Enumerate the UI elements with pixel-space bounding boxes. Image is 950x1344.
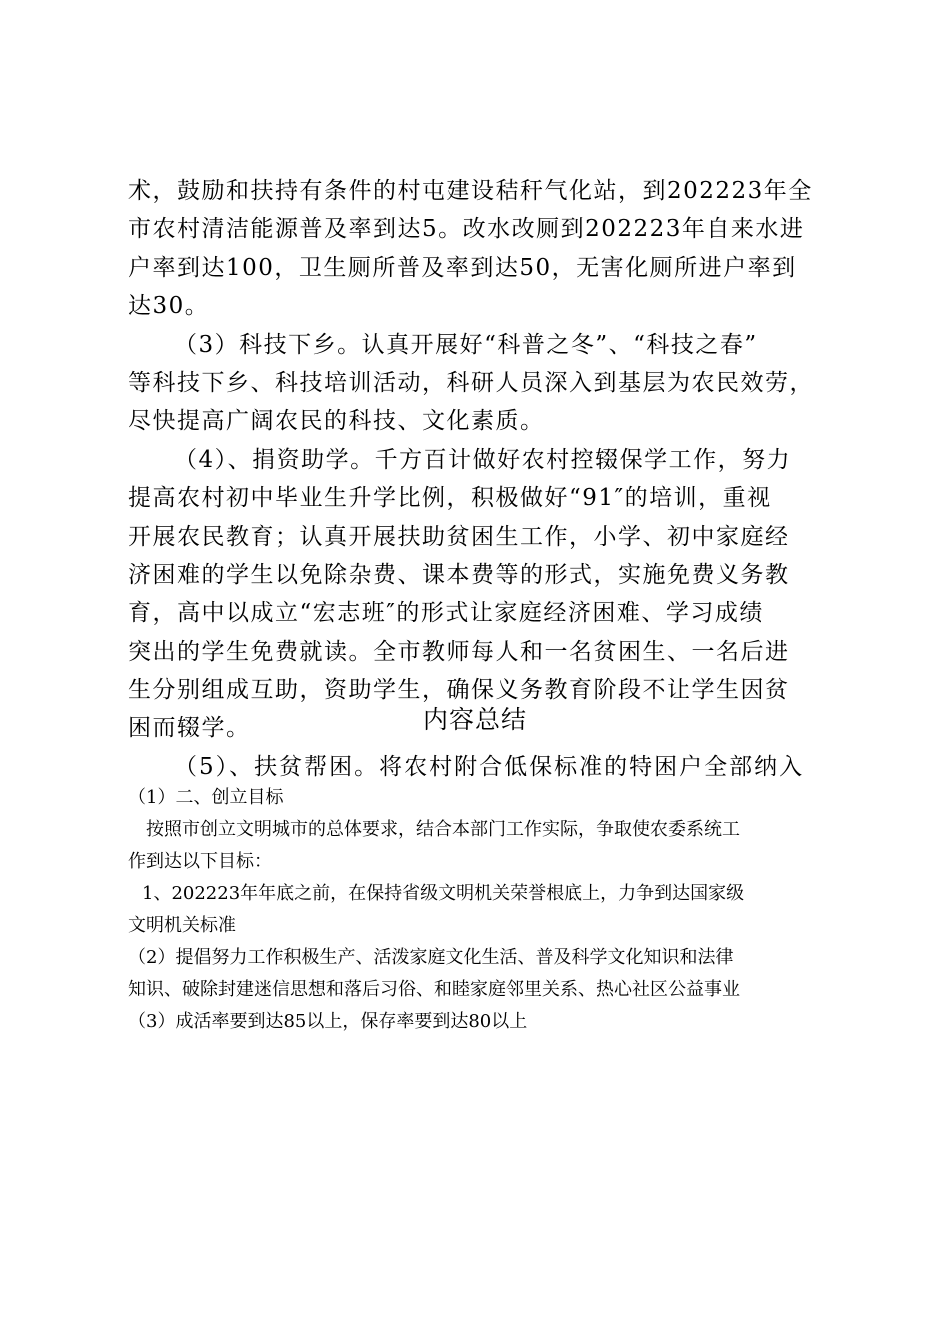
body-line: 育，高中以成立“宏志班″的形式让家庭经济困难、学习成绩: [128, 600, 764, 627]
summary-line: 按照市创立文明城市的总体要求，结合本部门工作实际，争取使农委系统工: [146, 819, 740, 840]
body-line: 提高农村初中毕业生升学比例，积极做好“91″的培训，重视: [128, 485, 772, 512]
body-line: 市农村清洁能源普及率到达5。改水改厕到202223年自来水进: [128, 216, 805, 243]
body-line: 济困难的学生以免除杂费、课本费等的形式，实施免费义务教: [128, 561, 790, 588]
body-line: 尽快提高广阔农民的科技、文化素质。: [128, 408, 545, 435]
body-line: 等科技下乡、科技培训活动，科研人员深入到基层为农民效劳，: [128, 369, 814, 396]
summary-line: （2）提倡努力工作积极生产、活泼家庭文化生活、普及科学文化知识和法律: [128, 947, 734, 968]
body-line: 开展农民教育；认真开展扶助贫困生工作，小学、初中家庭经: [128, 523, 790, 550]
body-line: 术，鼓励和扶持有条件的村屯建设秸秆气化站，到202223年全: [128, 178, 813, 204]
body-line: 生分别组成互助，资助学生，确保义务教育阶段不让学生因贫: [128, 677, 790, 704]
summary-line: （1）二、创立目标: [128, 787, 284, 808]
body-line: 达30。: [128, 293, 210, 320]
body-line: （4）、捐资助学。千方百计做好农村控辍保学工作，努力: [174, 446, 792, 473]
body-text: [128, 172, 828, 786]
summary-line: （3）成活率要到达85以上，保存率要到达80以上: [128, 1011, 528, 1032]
summary-line: 文明机关标准: [128, 915, 236, 936]
body-line: 突出的学生免费就读。全市教师每人和一名贫困生、一名后进: [128, 638, 790, 665]
body-line: （5）、扶贫帮困。将农村附合低保标准的特困户全部纳入: [174, 753, 805, 780]
summary-line: 作到达以下目标：: [128, 851, 272, 872]
summary-title: 内容总结: [422, 705, 527, 734]
body-line: 户率到达100，卫生厕所普及率到达50，无害化厕所进户率到: [128, 254, 797, 281]
summary-line: 知识、破除封建迷信思想和落后习俗、和睦家庭邻里关系、热心社区公益事业: [128, 979, 740, 1000]
summary-section: [128, 782, 838, 1038]
body-line: 困而辍学。: [128, 715, 251, 742]
summary-line: 1、202223年年底之前，在保持省级文明机关荣誉根底上，力争到达国家级: [142, 883, 745, 904]
body-line: （3）科技下乡。认真开展好“科普之冬”、“科技之春”: [174, 331, 758, 358]
